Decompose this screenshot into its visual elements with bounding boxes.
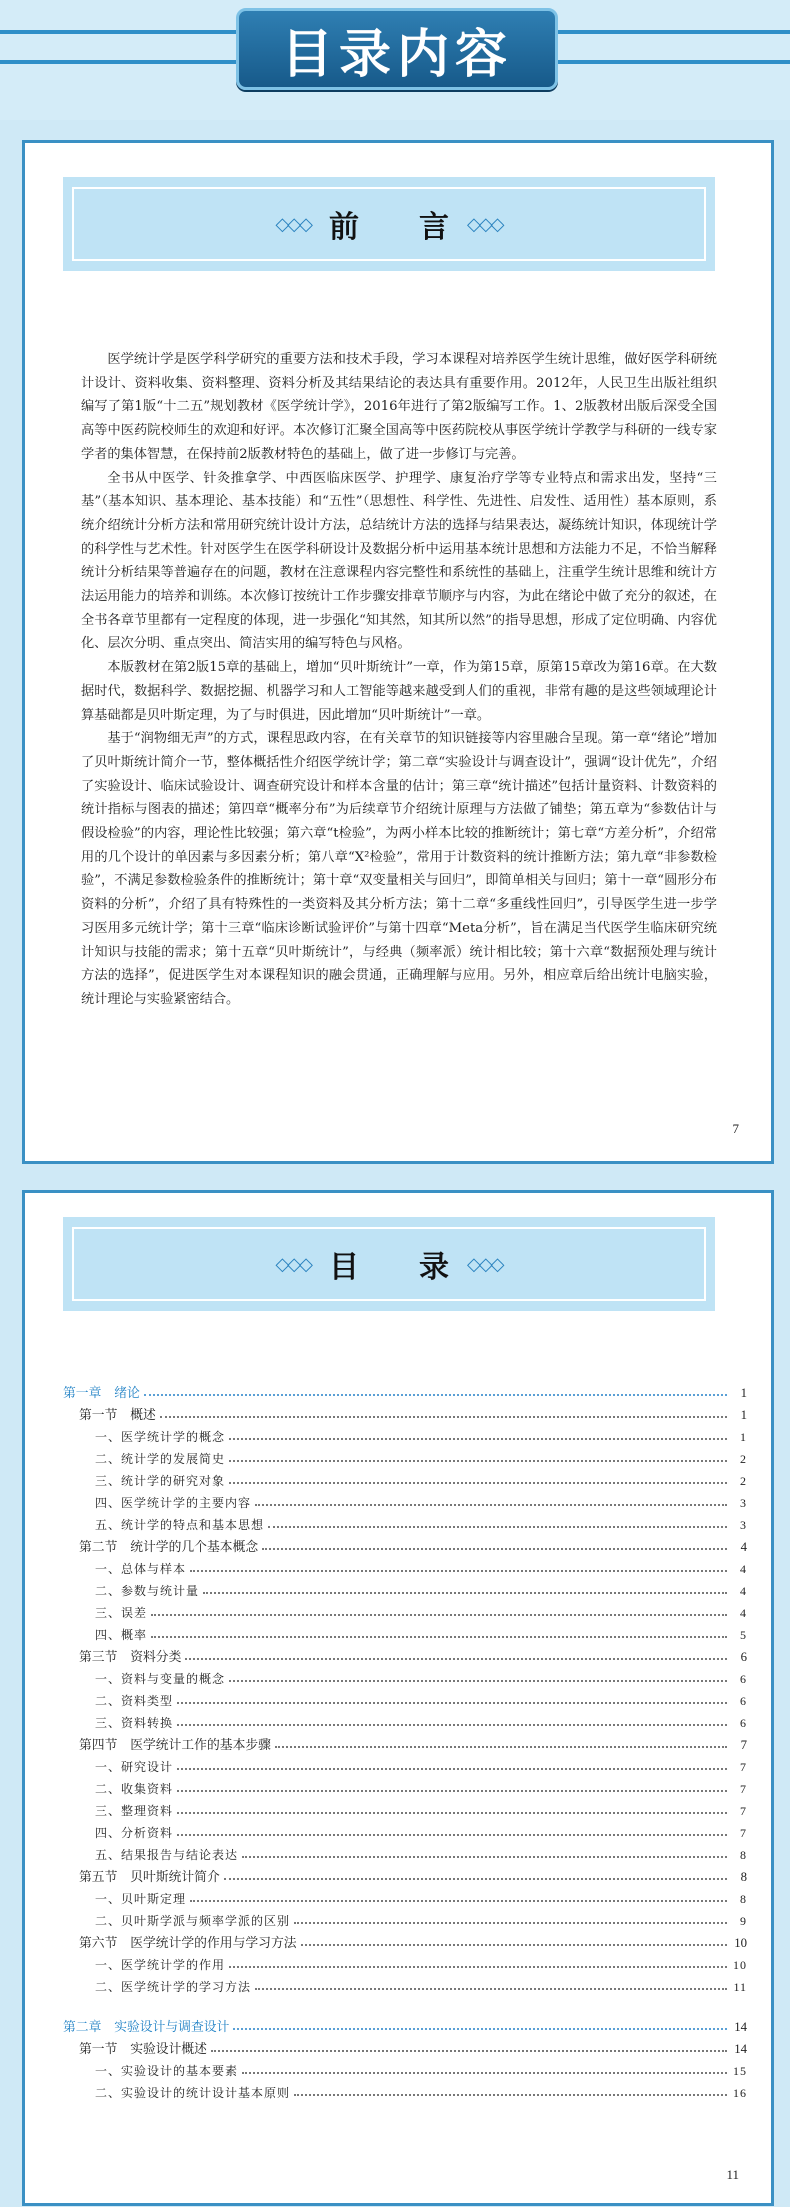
toc-item-entry[interactable]	[63, 1885, 747, 1907]
toc-leader-dots	[229, 1680, 727, 1682]
toc-entry-label: 三、整理资料	[95, 1804, 174, 1818]
toc-leader-dots	[233, 2028, 727, 2030]
toc-entry-label: 第一章 绪论	[63, 1386, 140, 1401]
toc-header-frame	[72, 1227, 706, 1301]
toc-entry-label: 二、收集资料	[95, 1782, 174, 1796]
toc-leader-dots	[190, 1900, 727, 1902]
toc-item-entry[interactable]	[63, 1665, 747, 1687]
preface-paragraph: 全书从中医学、针灸推拿学、中西医临床医学、护理学、康复治疗学等专业特点和需求出发，坚持“三基”（基本知识、基本理论、基本技能）和“五性”（思想性、科学性、先进性、启发性、适用性）基本原则，系统介绍统计分析方法和常用研究统计设计方法，总结统计方法的选择与结果表达，凝练统计知识，体现统计学的科学性与艺术性。针对医学生在医学科研设计及数据分析中运用基本统计思想和方法能力不足，不恰当解释统计分析结果等普遍存在的问题，教材在注意课程内容完整性和系统性的基础上，注重学生统计思维和统计方法运用能力的培养和训练。本次修订按统计工作步骤安排章节顺序与内容，为此在绪论中做了充分的叙述，在全书各章节里都有一定程度的体现，进一步强化“知其然，知其所以然”的指导思想，形成了定位明确、内容优化、层次分明、重点突出、简洁实用的编写特色与风格。	[81, 470, 717, 652]
toc-leader-dots	[224, 1878, 727, 1880]
toc-leader-dots	[294, 1922, 727, 1924]
toc-entry-page: 1	[740, 1408, 747, 1422]
toc-entry-label: 五、统计学的特点和基本思想	[95, 1518, 265, 1532]
page-title: 目录内容	[236, 8, 558, 90]
toc-entry-label: 第四节 医学统计工作的基本步骤	[79, 1738, 271, 1753]
toc-entry-label: 二、贝叶斯学派与频率学派的区别	[95, 1914, 291, 1928]
toc-leader-dots	[203, 1592, 727, 1594]
page-number: 7	[732, 1121, 739, 1136]
toc-entry-page: 16	[733, 2086, 747, 2100]
toc-entry-page: 11	[733, 1980, 747, 1994]
toc-entry-label: 一、医学统计学的概念	[95, 1430, 226, 1444]
toc-leader-dots	[160, 1416, 727, 1418]
toc-item-entry[interactable]	[63, 1951, 747, 1973]
toc-item-entry[interactable]	[63, 1467, 747, 1489]
toc-leader-dots	[144, 1394, 727, 1396]
toc-entry-page: 7	[740, 1804, 747, 1818]
toc-entry-label: 第六节 医学统计学的作用与学习方法	[79, 1936, 297, 1951]
toc-item-entry[interactable]	[63, 1819, 747, 1841]
toc-leader-dots	[229, 1460, 727, 1462]
toc-item-entry[interactable]	[63, 1445, 747, 1467]
diamond-ornament-left: ◇◇◇	[275, 213, 311, 235]
toc-entry-page: 3	[740, 1518, 747, 1532]
toc-item-entry[interactable]	[63, 1511, 747, 1533]
toc-leader-dots	[177, 1724, 727, 1726]
toc-entry-label: 三、统计学的研究对象	[95, 1474, 226, 1488]
toc-entry-label: 第五节 贝叶斯统计简介	[79, 1870, 220, 1885]
toc-leader-dots	[177, 1768, 727, 1770]
toc-heading: 目 录	[329, 1250, 449, 1285]
toc-entry-page: 1	[740, 1430, 747, 1444]
toc-entry-label: 二、参数与统计量	[95, 1584, 200, 1598]
toc-entry-page: 14	[734, 2042, 747, 2056]
toc-entry-page: 10	[733, 1958, 747, 1972]
toc-item-entry[interactable]	[63, 1797, 747, 1819]
toc-entry-page: 5	[740, 1628, 747, 1642]
toc-entry-label: 一、资料与变量的概念	[95, 1672, 226, 1686]
preface-body	[81, 348, 717, 1012]
diamond-ornament-right: ◇◇◇	[467, 1253, 503, 1275]
toc-item-entry[interactable]	[63, 1489, 747, 1511]
toc-entry-page: 7	[740, 1760, 747, 1774]
preface-page	[22, 140, 774, 1164]
toc-item-entry[interactable]	[63, 1753, 747, 1775]
toc-entry-label: 第一节 实验设计概述	[79, 2042, 207, 2057]
toc-leader-dots	[177, 1790, 727, 1792]
toc-item-entry[interactable]	[63, 1841, 747, 1863]
toc-entry-label: 一、总体与样本	[95, 1562, 187, 1576]
toc-leader-dots	[262, 1548, 727, 1550]
toc-entry-label: 五、结果报告与结论表达	[95, 1848, 239, 1862]
toc-entry-page: 6	[740, 1716, 747, 1730]
toc-leader-dots	[242, 2072, 727, 2074]
toc-section-entry[interactable]	[63, 1533, 747, 1555]
toc-entry-page: 7	[740, 1782, 747, 1796]
toc-item-entry[interactable]	[63, 2057, 747, 2079]
toc-section-entry[interactable]	[63, 2035, 747, 2057]
diamond-ornament-left: ◇◇◇	[275, 1253, 311, 1275]
toc-chapter-entry[interactable]	[63, 2013, 747, 2035]
toc-item-entry[interactable]	[63, 1621, 747, 1643]
toc-item-entry[interactable]	[63, 1709, 747, 1731]
toc-entry-page: 4	[740, 1606, 747, 1620]
toc-section-entry[interactable]	[63, 1401, 747, 1423]
toc-leader-dots	[294, 2094, 727, 2096]
toc-entry-label: 二、统计学的发展简史	[95, 1452, 226, 1466]
toc-entry-label: 第二节 统计学的几个基本概念	[79, 1540, 259, 1555]
toc-entry-label: 四、医学统计学的主要内容	[95, 1496, 252, 1510]
toc-leader-dots	[301, 1944, 727, 1946]
toc-entry-page: 7	[740, 1738, 747, 1752]
toc-entry-page: 10	[734, 1936, 747, 1950]
toc-entry-page: 8	[740, 1848, 747, 1862]
toc-entry-page: 15	[733, 2064, 747, 2078]
toc-section-entry[interactable]	[63, 1731, 747, 1753]
toc-item-entry[interactable]	[63, 1907, 747, 1929]
toc-leader-dots	[185, 1658, 727, 1660]
toc-leader-dots	[229, 1438, 727, 1440]
toc-entry-label: 四、概率	[95, 1628, 148, 1642]
toc-item-entry[interactable]	[63, 1775, 747, 1797]
toc-section-entry[interactable]	[63, 1863, 747, 1885]
preface-heading: 前 言	[329, 210, 449, 245]
toc-item-entry[interactable]	[63, 1687, 747, 1709]
page-number: 11	[726, 2167, 739, 2182]
toc-entry-label: 二、资料类型	[95, 1694, 174, 1708]
diamond-ornament-right: ◇◇◇	[467, 213, 503, 235]
toc-entry-page: 8	[740, 1870, 747, 1884]
toc-leader-dots	[177, 1812, 727, 1814]
preface-paragraph: 本版教材在第2版15章的基础上，增加“贝叶斯统计”一章，作为第15章，原第15章改为第16章。在大数据时代，数据科学、数据挖掘、机器学习和人工智能等越来越受到人们的重视，非常有趣的是这些领域理论计算基础都是贝叶斯定理，为了与时俱进，因此增加“贝叶斯统计”一章。	[81, 660, 717, 723]
toc-entry-label: 三、误差	[95, 1606, 148, 1620]
toc-leader-dots	[275, 1746, 727, 1748]
toc-entry-label: 第三节 资料分类	[79, 1650, 182, 1665]
toc-entry-label: 三、资料转换	[95, 1716, 174, 1730]
toc-entry-label: 一、实验设计的基本要素	[95, 2064, 239, 2078]
toc-leader-dots	[211, 2050, 727, 2052]
toc-leader-dots	[190, 1570, 727, 1572]
toc-leader-dots	[229, 1966, 727, 1968]
toc-entry-page: 4	[740, 1584, 747, 1598]
preface-paragraph: 基于“润物细无声”的方式，课程思政内容，在有关章节的知识链接等内容里融合呈现。第一章“绪论”增加了贝叶斯统计简介一节，整体概括性介绍医学统计学；第二章“实验设计与调查设计”，强调“设计优先”，介绍了实验设计、临床试验设计、调查研究设计和样本含量的估计；第三章“统计描述”包括计量资料、计数资料的统计指标与图表的描述；第四章“概率分布”为后续章节介绍统计原理与方法做了铺垫；第五章为“参数估计与假设检验”的内容，理论性比较强；第六章“t检验”，为两小样本比较的推断统计；第七章“方差分析”，介绍常用的几个设计的单因素与多因素分析；第八章“X²检验”，常用于计数资料的统计推断方法；第九章“非参数检验”，不满足参数检验条件的推断统计；第十章“双变量相关与回归”，即简单相关与回归；第十一章“圆形分布资料的分析”，介绍了具有特殊性的一类资料及其分析方法；第十二章“多重线性回归”，引导医学生进一步学习医用多元统计学；第十三章“临床诊断试验评价”与第十四章“Meta分析”，旨在满足当代医学生临床研究统计知识与技能的需求；第十五章“贝叶斯统计”，与经典（频率派）统计相比较；第十六章“数据预处理与统计方法的选择”，促进医学生对本课程知识的融会贯通，正确理解与应用。另外，相应章后给出统计电脑实验，统计理论与实验紧密结合。	[81, 731, 717, 1007]
toc-leader-dots	[268, 1526, 727, 1528]
toc-entry-page: 14	[734, 2020, 747, 2034]
toc-item-entry[interactable]	[63, 1973, 747, 1995]
toc-entry-label: 一、医学统计学的作用	[95, 1958, 226, 1972]
toc-entry-page: 4	[740, 1540, 747, 1554]
toc-leader-dots	[177, 1702, 727, 1704]
toc-entry-label: 四、分析资料	[95, 1826, 174, 1840]
toc-item-entry[interactable]	[63, 1599, 747, 1621]
toc-leader-dots	[151, 1614, 727, 1616]
toc-entry-page: 3	[740, 1496, 747, 1510]
toc-section-entry[interactable]	[63, 1643, 747, 1665]
toc-entry-page: 6	[740, 1694, 747, 1708]
toc-entry-label: 第一节 概述	[79, 1408, 156, 1423]
toc-chapter-entry[interactable]	[63, 1379, 747, 1401]
toc-leader-dots	[151, 1636, 727, 1638]
toc-entry-label: 一、贝叶斯定理	[95, 1892, 187, 1906]
toc-entry-page: 6	[740, 1672, 747, 1686]
toc-header	[63, 1217, 715, 1311]
toc-chapter-gap	[63, 1995, 747, 2005]
toc-list	[63, 1371, 747, 2101]
toc-entry-page: 6	[740, 1650, 747, 1664]
toc-entry-page: 9	[740, 1914, 747, 1928]
toc-item-entry[interactable]	[63, 1555, 747, 1577]
toc-page	[22, 1190, 774, 2206]
toc-leader-dots	[255, 1504, 727, 1506]
toc-entry-page: 2	[740, 1474, 747, 1488]
toc-leader-dots	[242, 1856, 727, 1858]
toc-entry-page: 2	[740, 1452, 747, 1466]
toc-item-entry[interactable]	[63, 2079, 747, 2101]
preface-header	[63, 177, 715, 271]
toc-entry-label: 二、医学统计学的学习方法	[95, 1980, 252, 1994]
toc-entry-label: 一、研究设计	[95, 1760, 174, 1774]
toc-entry-page: 7	[740, 1826, 747, 1840]
toc-entry-page: 8	[740, 1892, 747, 1906]
toc-leader-dots	[177, 1834, 727, 1836]
toc-item-entry[interactable]	[63, 1423, 747, 1445]
toc-section-entry[interactable]	[63, 1929, 747, 1951]
toc-entry-page: 4	[740, 1562, 747, 1576]
preface-header-frame	[72, 187, 706, 261]
preface-paragraph: 医学统计学是医学科学研究的重要方法和技术手段，学习本课程对培养医学生统计思维，做好医学科研统计设计、资料收集、资料整理、资料分析及其结果结论的表达具有重要作用。2012年，人民卫生出版社组织编写了第1版“十二五”规划教材《医学统计学》，2016年进行了第2版编写工作。1、2版教材出版后深受全国高等中医药院校师生的欢迎和好评。本次修订汇聚全国高等中医药院校从事医学统计学教学与科研的一线专家学者的集体智慧，在保持前2版教材特色的基础上，做了进一步修订与完善。	[81, 352, 717, 462]
toc-entry-label: 二、实验设计的统计设计基本原则	[95, 2086, 291, 2100]
toc-entry-page: 1	[740, 1386, 747, 1400]
toc-leader-dots	[229, 1482, 727, 1484]
toc-entry-label: 第二章 实验设计与调查设计	[63, 2020, 230, 2035]
toc-leader-dots	[255, 1988, 727, 1990]
toc-item-entry[interactable]	[63, 1577, 747, 1599]
